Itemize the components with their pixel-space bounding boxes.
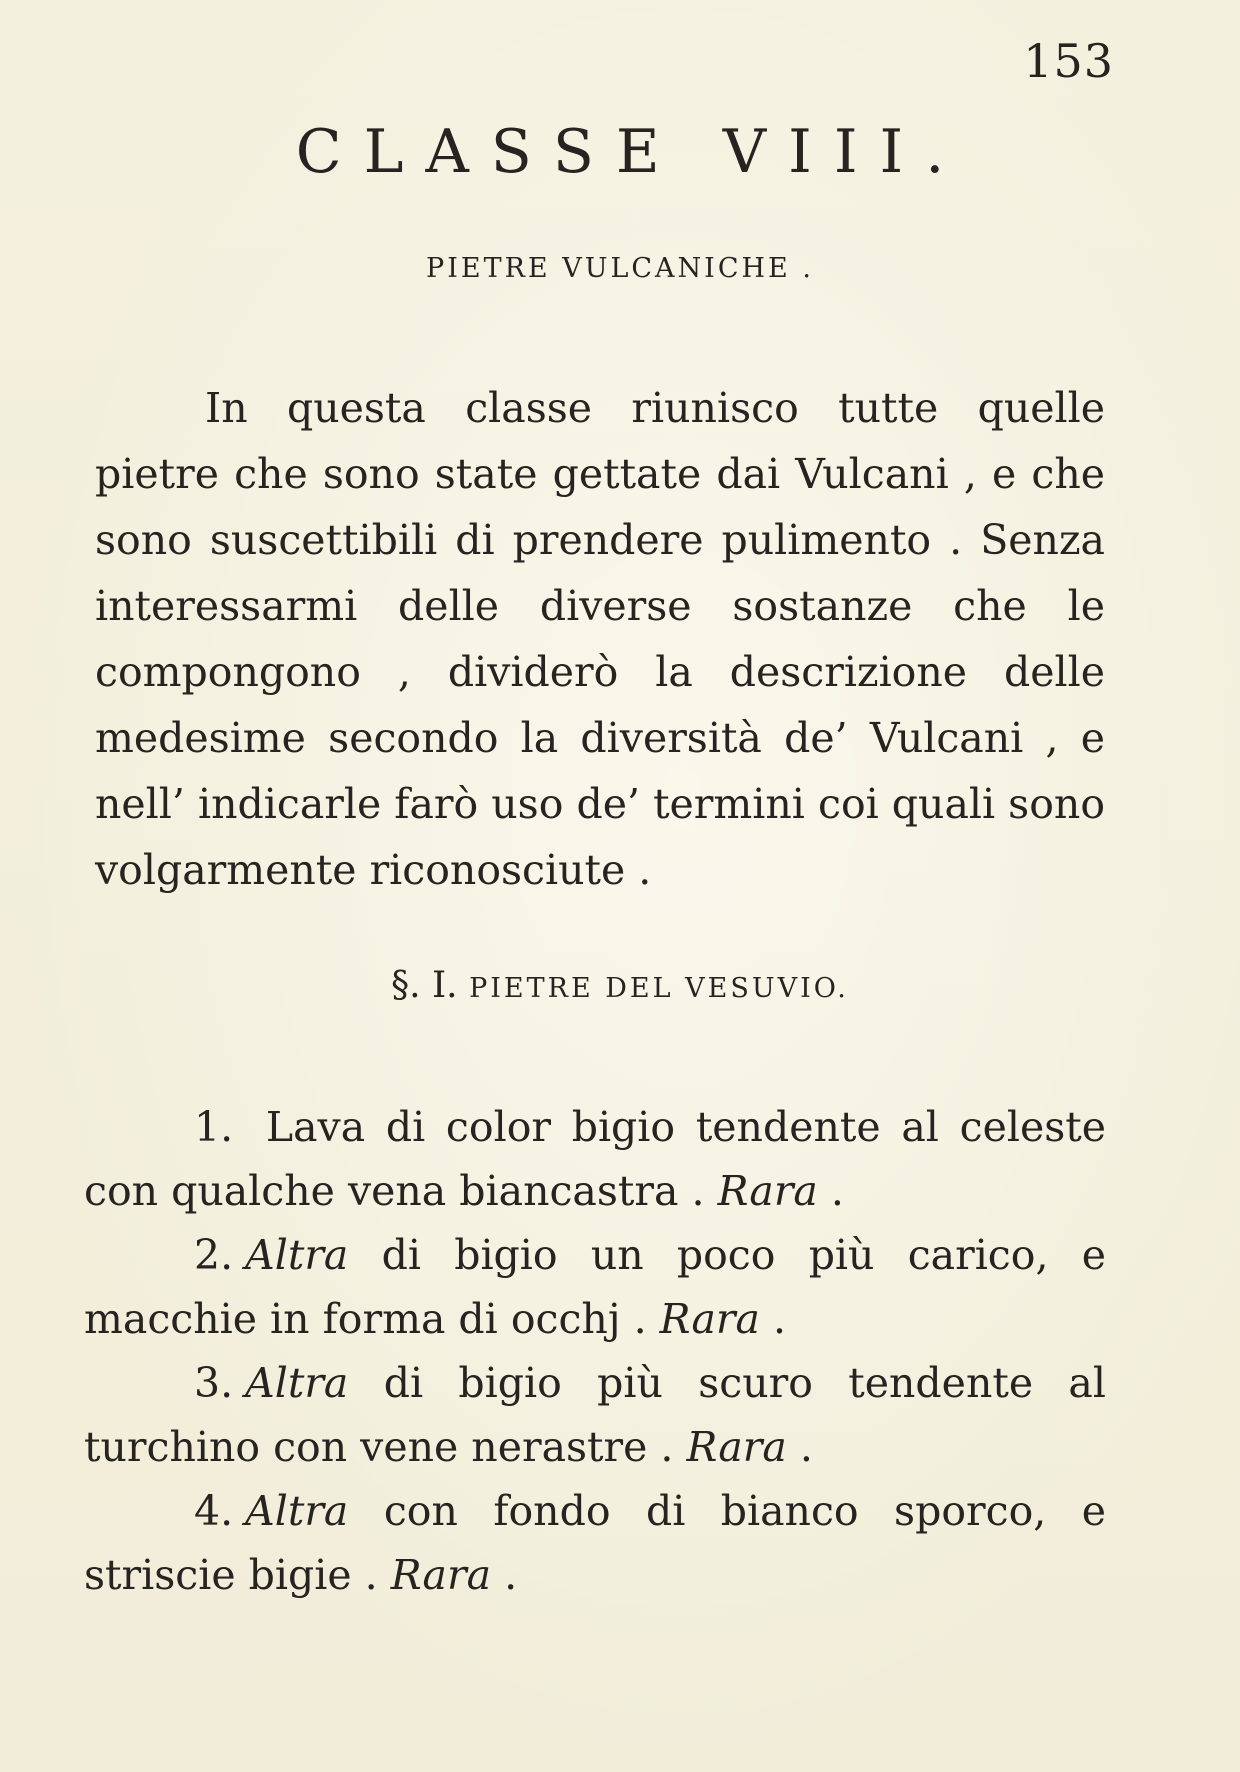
chapter-subtitle: PIETRE VULCANICHE . <box>426 253 814 284</box>
intro-paragraph: In questa classe riunisco tutte quelle pietre che sono state gettate dai Vulcani , e che sono suscettibili di prendere pulimento . Senza interessarmi delle diverse sostanze che le compongono , dividerò la descrizione delle medesime secondo la diversità de’ Vulcani , e nell’ indicarle farò uso de’ termini coi quali sono volgarmente riconosciute . <box>95 384 1105 894</box>
section-heading <box>0 965 1240 1006</box>
chapter-title: CLASSE VIII. <box>295 117 967 187</box>
page-number: 153 <box>1023 34 1114 88</box>
list-item <box>84 1351 1106 1479</box>
entry-number: 4. <box>194 1487 234 1535</box>
entry-number: 2. <box>194 1231 234 1279</box>
entry-lead: Altra <box>245 1487 349 1535</box>
entry-rarity: Rara <box>659 1295 760 1343</box>
entry-end: . <box>830 1167 844 1215</box>
entry-rarity: Rara <box>390 1551 492 1599</box>
entry-list <box>84 1095 1106 1607</box>
entry-end: . <box>773 1295 787 1343</box>
list-item <box>84 1095 1106 1223</box>
entry-end: . <box>799 1423 813 1471</box>
entry-text: di bigio più scuro tendente al turchino con vene nerastre . <box>84 1359 1106 1471</box>
entry-end: . <box>504 1551 518 1599</box>
entry-lead: Altra <box>245 1359 349 1407</box>
entry-text: con fondo di bianco sporco, e striscie bigie . <box>84 1487 1106 1599</box>
list-item <box>84 1223 1106 1351</box>
list-item <box>84 1479 1106 1607</box>
entry-rarity: Rara <box>717 1167 818 1215</box>
entry-number: 1. <box>194 1103 234 1151</box>
entry-rarity: Rara <box>686 1423 787 1471</box>
section-prefix: §. I. <box>391 965 458 1006</box>
entry-text: di bigio un poco più carico, e macchie in forma di occhj . <box>84 1231 1106 1343</box>
section-title: PIETRE DEL VESUVIO. <box>469 973 849 1004</box>
entry-lead: Altra <box>245 1231 349 1279</box>
entry-text: Lava di color bigio tendente al celeste con qualche vena biancastra . <box>84 1103 1106 1215</box>
entry-number: 3. <box>194 1359 234 1407</box>
